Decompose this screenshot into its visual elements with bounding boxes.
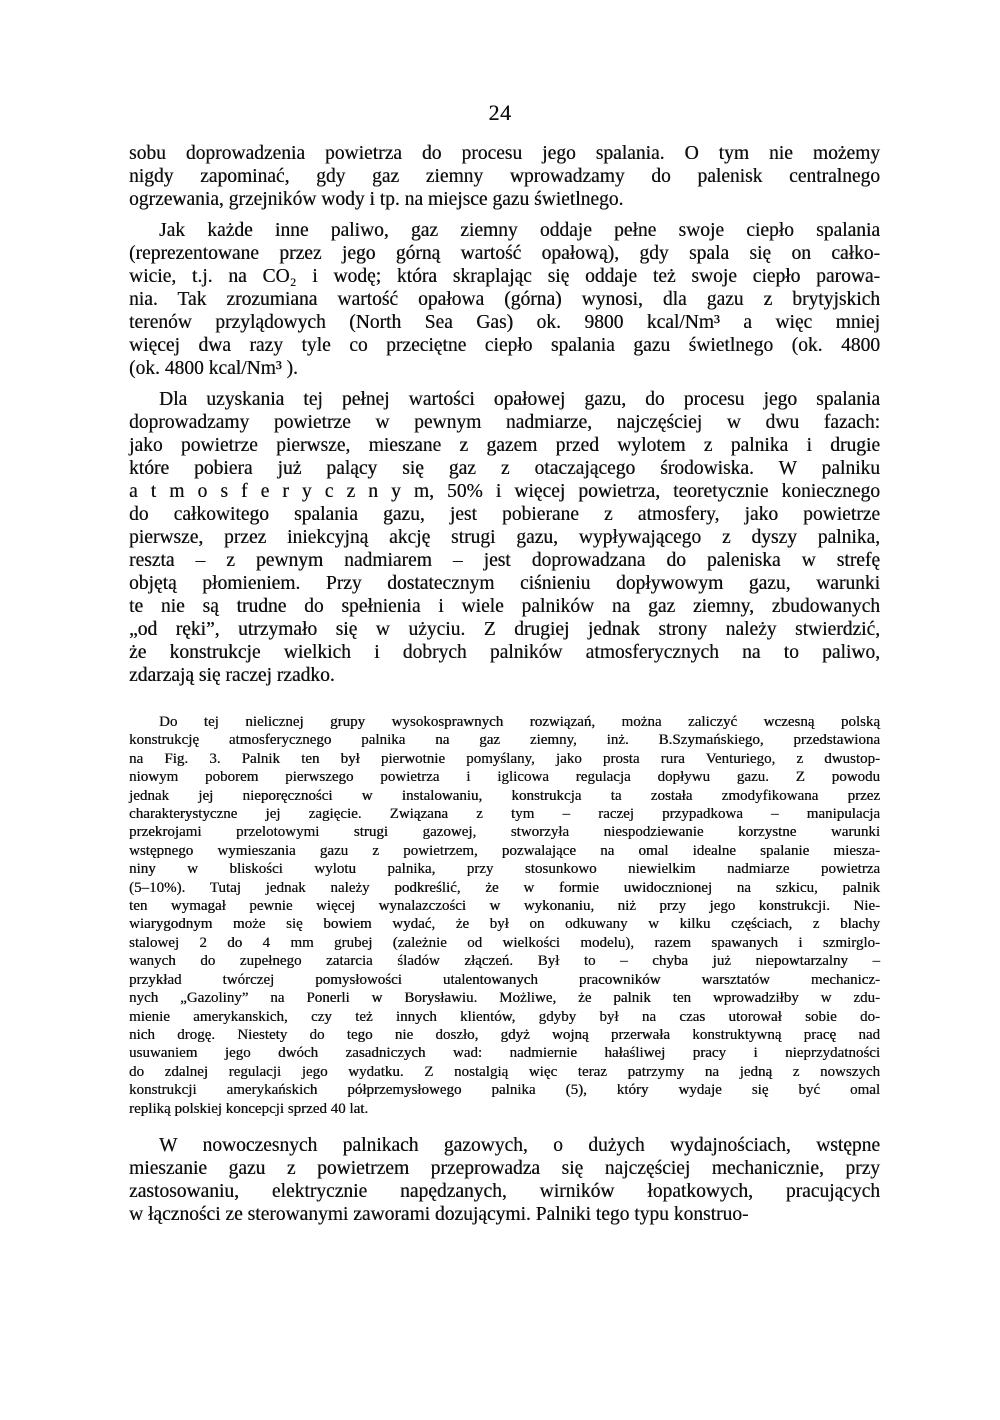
text-line: więcej dwa razy tyle co przeciętne ciepło spalania gazu świetlnego (ok. 4800 [129, 335, 880, 356]
text-line: przekrojami przelotowymi strugi gazowej, stworzyła niespodziewanie korzystne warunki [129, 824, 880, 841]
text-line: mieszanie gazu z powietrzem przeprowadza się najczęściej mechanicznie, przy [129, 1157, 880, 1179]
text-line: reszta – z pewnym nadmiarem – jest doprowadzana do paleniska w strefę [129, 550, 880, 571]
text-line: Jak każde inne paliwo, gaz ziemny oddaje pełne swoje ciepło spalania [159, 220, 880, 241]
text-line: nich drogę. Niestety do tego nie doszło, gdyż wojną przerwała konstruktywną pracę nad [129, 1026, 880, 1043]
text-line: stalowej 2 do 4 mm grubej (zależnie od wielkości modelu), razem spawanych i szmirglo- [129, 934, 880, 951]
text-line: ogrzewania, grzejników wody i tp. na miejsce gazu świetlnego. [129, 189, 624, 210]
text-line: (reprezentowane przez jego górną wartość opałową), gdy spala się on całko- [129, 243, 880, 264]
text-line: wanych do zupełnego zatarcia śladów złączeń. Był to – chyba już niepowtarzalny – [129, 953, 880, 970]
text-line: a t m o s f e r y c z n y m, 50% i więcej powietrza, teoretycznie koniecznego [129, 481, 880, 502]
text-line: konstrukcji amerykańskich półprzemysłowego palnika (5), który wydaje się być omal [129, 1082, 880, 1099]
text-line: Do tej nielicznej grupy wysokosprawnych rozwiązań, można zaliczyć wczesną polską [159, 714, 880, 730]
paragraph [129, 142, 880, 211]
text-line: doprowadzamy powietrze w pewnym nadmiarze, najczęściej w dwu fazach: [129, 412, 880, 433]
text-line: jako powietrze pierwsze, mieszane z gazem przed wylotem z palnika i drugie [129, 435, 880, 456]
text-line: W nowoczesnych palnikach gazowych, o dużych wydajnościach, wstępne [159, 1134, 880, 1156]
text-line: do całkowitego spalania gazu, jest pobierane z atmosfery, jako powietrze [129, 504, 880, 525]
text-line: wstępnego wymieszania gazu z powietrzem, pozwalające na omal idealne spalanie miesza- [129, 842, 880, 859]
text-line: repliką polskiej koncepcji sprzed 40 lat. [129, 1100, 369, 1117]
text-line: charakterystyczne jej zagięcie. Związana z tym – raczej przypadkowa – manipulacja [129, 806, 880, 823]
text-line: Dla uzyskania tej pełnej wartości opałowej gazu, do procesu jego spalania [159, 389, 880, 410]
text-line: przykład twórczej pomysłowości utalentowanych pracowników warsztatów mechanicz- [129, 971, 880, 988]
text-line: że konstrukcje wielkich i dobrych palników atmosferycznych na to paliwo, [129, 642, 880, 663]
text-line: te nie są trudne do spełnienia i wiele palników na gaz ziemny, zbudowanych [129, 596, 880, 617]
text-line: ten wymagał pewnie więcej wynalazczości w wykonaniu, niż przy jego konstrukcji. Nie- [129, 898, 880, 915]
text-line: pierwsze, przez iniekcyjną akcję strugi gazu, wypływającego z dyszy palnika, [129, 527, 880, 548]
text-line: nigdy zapominać, gdy gaz ziemny wprowadzamy do palenisk centralnego [129, 166, 880, 187]
text-line: które pobiera już palący się gaz z otaczającego środowiska. W palniku [129, 458, 880, 479]
paragraph [129, 219, 880, 380]
paragraph [129, 713, 880, 1118]
text-line: zdarzają się raczej rzadko. [129, 665, 335, 686]
page-number: 24 [488, 100, 512, 125]
text-block [129, 142, 880, 1234]
text-line: wiarygodnym może się bowiem wydać, że był on odkuwany w kilku częściach, z blachy [129, 916, 880, 933]
text-line: niny w bliskości wylotu palnika, przy stosunkowo niewielkim nadmiarze powietrza [129, 861, 880, 878]
text-line: mienie amerykanskich, czy też innych klientów, gdyby był na czas utorował sobie do- [129, 1008, 880, 1025]
text-line: usuwaniem jego dwóch zasadniczych wad: nadmiernie hałaśliwej pracy i nieprzydatności [129, 1045, 880, 1062]
text-line: terenów przylądowych (North Sea Gas) ok. 9800 kcal/Nm³ a więc mniej [129, 312, 880, 333]
text-line: nych „Gazoliny” na Ponerli w Borysławiu. Możliwe, że palnik ten wprowadziłby w zdu- [129, 990, 880, 1007]
text-line: „od ręki”, utrzymało się w użyciu. Z drugiej jednak strony należy stwierdzić, [129, 619, 880, 640]
text-line: w łączności ze sterowanymi zaworami dozującymi. Palniki tego typu konstruo- [129, 1203, 749, 1225]
text-line: sobu doprowadzenia powietrza do procesu jego spalania. O tym nie możemy [129, 143, 880, 164]
text-line: konstrukcję atmosferycznego palnika na gaz ziemny, inż. B.Szymańskiego, przedstawiona [129, 732, 880, 749]
text-line: na Fig. 3. Palnik ten był pierwotnie pomyślany, jako prosta rura Venturiego, z dwustop- [129, 750, 880, 767]
text-line: jednak jej nieporęczności w instalowaniu, konstrukcja ta została zmodyfikowana przez [129, 787, 880, 804]
text-line: objętą płomieniem. Przy dostatecznym ciśnieniu dopływowym gazu, warunki [129, 573, 880, 594]
text-line: nia. Tak zrozumiana wartość opałowa (górna) wynosi, dla gazu z brytyjskich [129, 289, 880, 310]
text-line: wicie, t.j. na CO₂ i wodę; która skraplając się oddaje też swoje ciepło parowa- [129, 266, 880, 287]
text-line: niowym poborem pierwszego powietrza i iglicowa regulacja dopływu gazu. Z powodu [129, 769, 880, 786]
text-line: do zdalnej regulacji jego wydatku. Z nostalgią więc teraz patrzymy na jedną z nowszych [129, 1063, 880, 1080]
text-line: zastosowaniu, elektrycznie napędzanych, wirników łopatkowych, pracujących [129, 1180, 880, 1202]
text-line: (ok. 4800 kcal/Nm³ ). [129, 358, 298, 379]
text-line: (5–10%). Tutaj jednak należy podkreślić, że w formie uwidocznionej na szkicu, palnik [129, 879, 880, 896]
paragraph [129, 1134, 880, 1226]
paragraph [129, 388, 880, 687]
